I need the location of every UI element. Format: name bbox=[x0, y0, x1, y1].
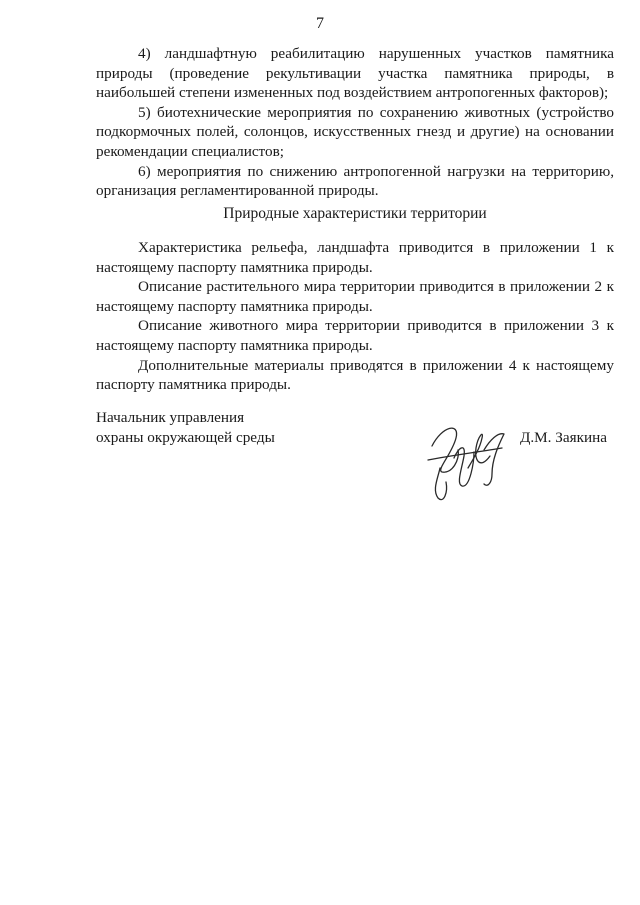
measure-item-6: 6) мероприятия по снижению антропогенной нагрузки на территорию, организация регламентированной природы. bbox=[96, 162, 614, 200]
measure-item-5: 5) биотехнические мероприятия по сохранению животных (устройство подкормочных полей, солонцов, искусственных гнезд и другие) на основании рекомендации специалистов; bbox=[96, 103, 614, 160]
signatory-position-line-2: охраны окружающей среды bbox=[96, 428, 275, 446]
handwritten-signature bbox=[418, 412, 518, 512]
signatory-position-line-1: Начальник управления bbox=[96, 409, 245, 426]
page-number: 7 bbox=[316, 15, 324, 32]
appendix-paragraph-fauna: Описание животного мира территории приводится в приложении 3 к настоящему паспорту памятника природы. bbox=[96, 317, 614, 354]
appendix-references bbox=[96, 238, 614, 395]
signatory-name: Д.М. Заякина bbox=[520, 429, 607, 446]
appendix-paragraph-relief: Характеристика рельефа, ландшафта приводится в приложении 1 к настоящему паспорту памятника природы. bbox=[96, 239, 614, 276]
appendix-paragraph-additional: Дополнительные материалы приводятся в приложении 4 к настоящему паспорту памятника природы. bbox=[96, 356, 614, 394]
measure-item-4: 4) ландшафтную реабилитацию нарушенных участков памятника природы (проведение рекультивации участка памятника природы, в наибольшей степени измененных под воздействием антропогенных факторов); bbox=[96, 45, 614, 102]
signatory-position bbox=[96, 408, 275, 447]
appendix-paragraph-flora: Описание растительного мира территории приводится в приложении 2 к настоящему паспорту памятника природы. bbox=[96, 278, 614, 315]
section-heading: Природные характеристики территории bbox=[223, 205, 487, 222]
measures-list bbox=[96, 44, 614, 201]
